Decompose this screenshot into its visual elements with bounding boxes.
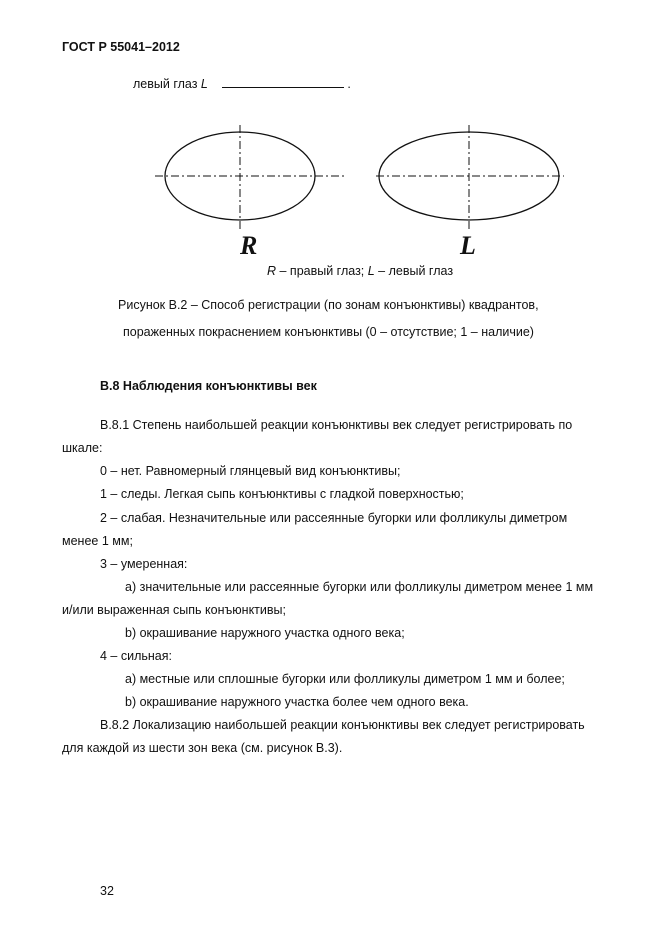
legend-l: L [367,264,375,278]
left-eye-label: L [460,231,476,260]
paragraph-1-line-2: шкале: [62,441,103,455]
legend-r: R [267,264,277,278]
figure-caption-line-1: Рисунок В.2 – Способ регистрации (по зонам конъюнктивы) квадрантов, [118,298,539,312]
scale-item-3b: b) окрашивание наружного участка одного века; [125,626,405,640]
paragraph-2-line-1: В.8.2 Локализацию наибольшей реакции конъюнктивы век следует регистрировать [100,718,585,732]
left-eye-label: левый глаз [133,77,201,91]
left-eye-field-line [133,76,351,91]
scale-item-1: 1 – следы. Легкая сыпь конъюнктивы с гладкой поверхностью; [100,487,464,501]
scale-item-2-line-2: менее 1 мм; [62,534,133,548]
document-header: ГОСТ Р 55041–2012 [62,40,180,54]
right-eye-label: R [240,231,258,260]
page-number: 32 [100,884,114,898]
scale-item-0: 0 – нет. Равномерный глянцевый вид конъюнктивы; [100,464,401,478]
figure-legend [267,264,453,278]
scale-item-3a-line-1: a) значительные или рассеянные бугорки или фолликулы диметром менее 1 мм [125,580,594,594]
right-eye-diagram [155,125,345,229]
p1-part: В.8.1 Степень наибольшей реакции конъюнктивы век следует регистрировать по [100,418,573,432]
scale-item-4b: b) окрашивание наружного участка более чем одного века. [125,695,469,709]
fill-in-blank[interactable] [222,76,344,88]
left-eye-suffix: . [343,77,351,91]
section-title: В.8 Наблюдения конъюнктивы век [100,379,317,393]
paragraph-1-line-1 [100,418,599,432]
left-eye-letter: L [200,77,208,91]
figure-caption-line-2: пораженных покраснением конъюнктивы (0 – отсутствие; 1 – наличие) [123,325,534,339]
legend-r-text: – правый глаз; [276,264,368,278]
paragraph-2-line-2: для каждой из шести зон века (см. рисунок В.3). [62,741,343,755]
legend-l-text: – левый глаз [374,264,454,278]
scale-item-3a-line-2: и/или выраженная сыпь конъюнктивы; [62,603,286,617]
left-eye-diagram [376,125,564,229]
scale-item-4: 4 – сильная: [100,649,172,663]
scale-item-3: 3 – умеренная: [100,557,188,571]
scale-item-2-line-1: 2 – слабая. Незначительные или рассеянные бугорки или фолликулы диметром [100,511,568,525]
scale-item-4a: a) местные или сплошные бугорки или фолликулы диметром 1 мм и более; [125,672,565,686]
conjunctiva-quadrants-figure [150,125,570,230]
